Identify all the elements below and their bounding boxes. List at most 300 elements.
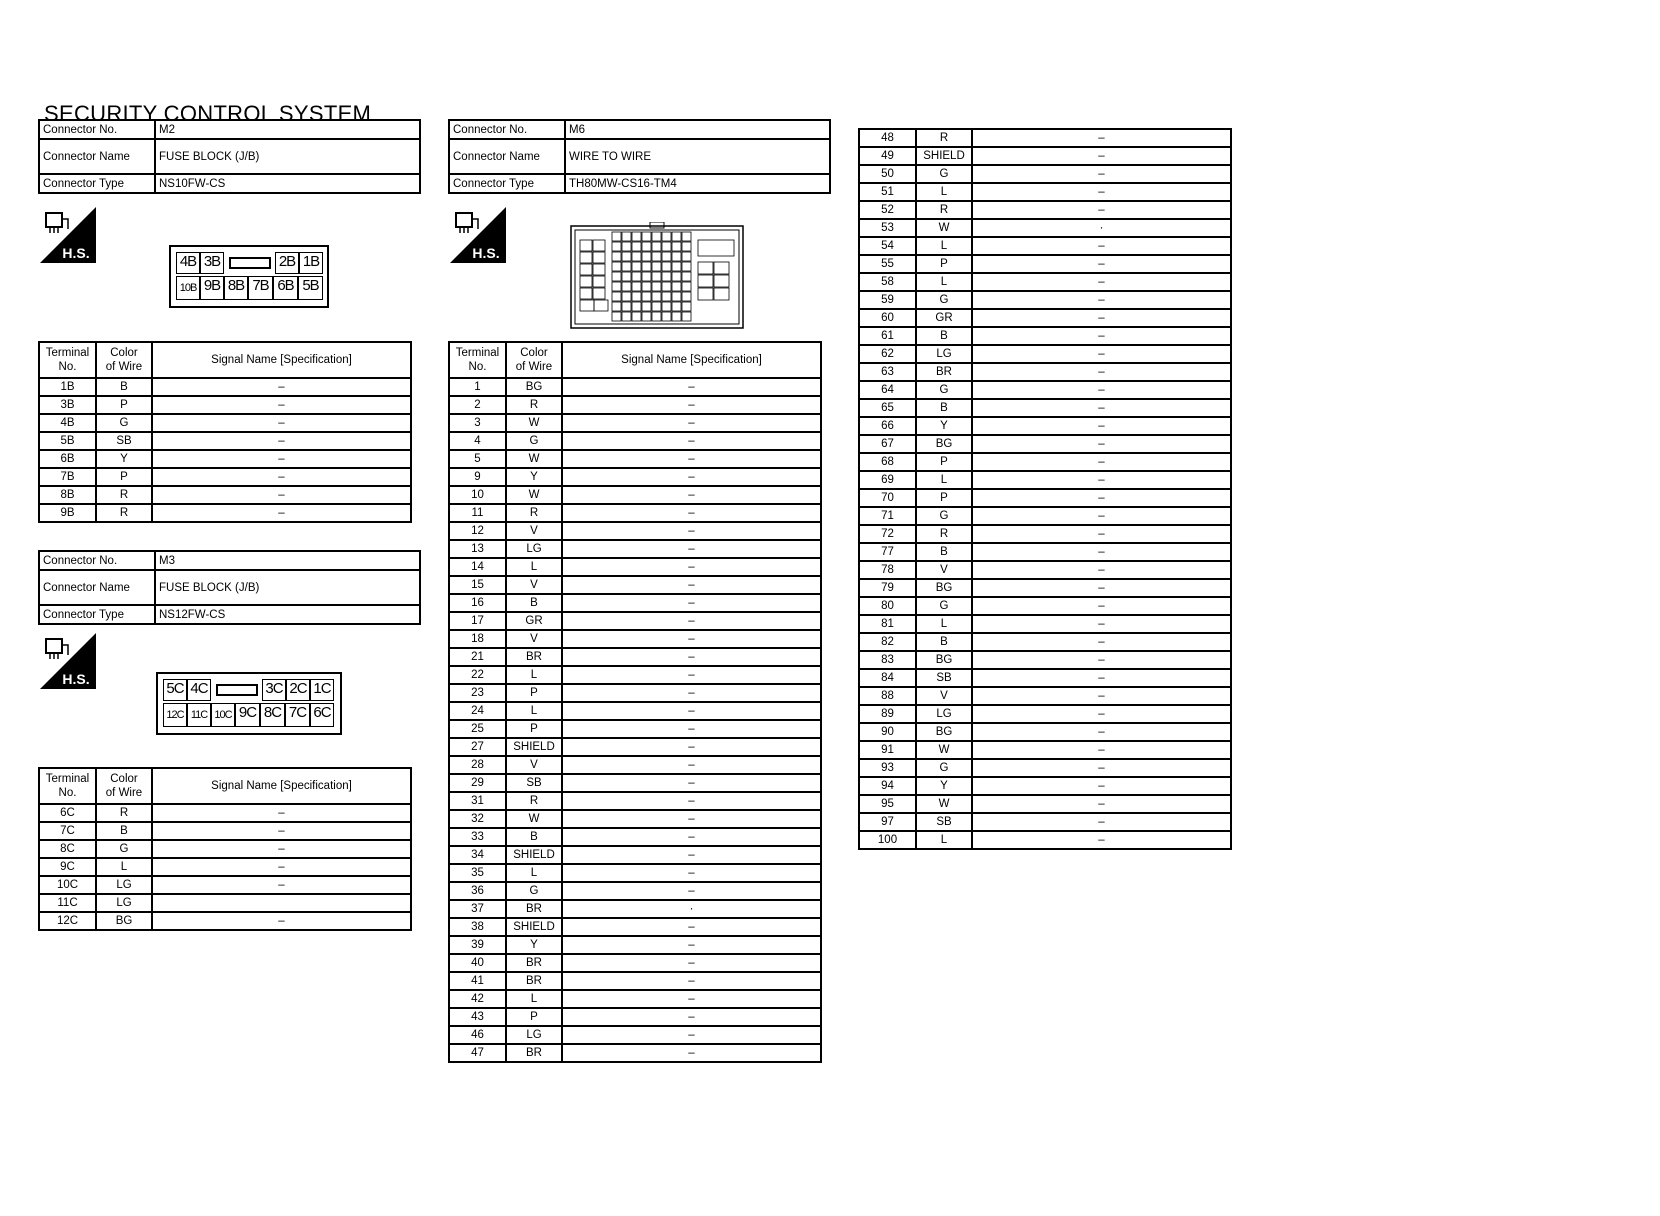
signal-name-cell: – <box>562 954 821 972</box>
signal-name-cell: – <box>562 720 821 738</box>
pin-cell <box>682 242 691 251</box>
table-row <box>859 777 1231 795</box>
wire-color-cell: BG <box>916 435 972 453</box>
signal-name-cell: – <box>562 648 821 666</box>
pin-cell <box>652 292 661 301</box>
pin-cell <box>672 282 681 291</box>
connector-type-label: Connector Type <box>39 605 155 624</box>
pin: 1C <box>310 679 334 701</box>
terminal-no-cell: 12 <box>449 522 506 540</box>
table-row <box>449 1008 821 1026</box>
wire-color-cell: LG <box>506 540 562 558</box>
signal-name-cell: – <box>972 669 1231 687</box>
table-row <box>449 648 821 666</box>
connector-no-label: Connector No. <box>449 120 565 139</box>
signal-name-cell: – <box>562 846 821 864</box>
table-row <box>39 822 411 840</box>
table-row <box>449 414 821 432</box>
pin: 4C <box>187 679 211 701</box>
table-row <box>859 525 1231 543</box>
signal-name-cell: – <box>972 813 1231 831</box>
terminal-no-cell: 81 <box>859 615 916 633</box>
pin-cell <box>622 262 631 271</box>
pin: 9C <box>235 703 260 727</box>
wire-color-cell: R <box>506 396 562 414</box>
terminal-no-cell: 39 <box>449 936 506 954</box>
terminal-no-cell: 82 <box>859 633 916 651</box>
pin-cell <box>622 232 631 241</box>
signal-name-cell: – <box>972 831 1231 849</box>
table-row <box>859 273 1231 291</box>
terminal-no-cell: 7C <box>39 822 96 840</box>
pin-cell <box>662 282 671 291</box>
pin-cell <box>652 282 661 291</box>
key-slot <box>229 257 271 269</box>
table-row <box>859 633 1231 651</box>
terminal-no-cell: 27 <box>449 738 506 756</box>
wire-color-cell: BG <box>96 912 152 930</box>
pin-cell <box>593 252 605 263</box>
signal-name-cell: – <box>972 579 1231 597</box>
table-row <box>859 255 1231 273</box>
terminal-no-cell: 66 <box>859 417 916 435</box>
signal-name-cell: – <box>972 399 1231 417</box>
table-row <box>449 900 821 918</box>
terminal-no-cell: 5B <box>39 432 96 450</box>
table-row <box>39 840 411 858</box>
signal-name-cell: – <box>152 876 411 894</box>
pin-cell <box>682 302 691 311</box>
pin: 5C <box>163 679 187 701</box>
pin-cell <box>682 282 691 291</box>
terminal-no-cell: 51 <box>859 183 916 201</box>
connector-name-value: WIRE TO WIRE <box>565 139 830 174</box>
table-row <box>449 810 821 828</box>
table-row <box>859 831 1231 849</box>
wire-color-cell: B <box>916 543 972 561</box>
table-row <box>859 381 1231 399</box>
signal-name-cell: – <box>972 381 1231 399</box>
wire-color-cell: P <box>506 720 562 738</box>
table-row <box>449 468 821 486</box>
pin-cell <box>593 288 605 299</box>
table-row <box>39 414 411 432</box>
table-row <box>859 147 1231 165</box>
pin-cell <box>622 272 631 281</box>
signal-name-cell: – <box>562 450 821 468</box>
pin-cell <box>672 262 681 271</box>
connector-name-label: Connector Name <box>449 139 565 174</box>
pin-cell <box>642 302 651 311</box>
terminal-no-cell: 11C <box>39 894 96 912</box>
wire-color-cell: SHIELD <box>506 738 562 756</box>
table-row <box>859 309 1231 327</box>
terminal-no-cell: 68 <box>859 453 916 471</box>
wire-color-cell: W <box>506 810 562 828</box>
pin-cell <box>612 292 621 301</box>
connector-no-value: M3 <box>155 551 420 570</box>
terminal-no-cell: 77 <box>859 543 916 561</box>
table-row <box>859 669 1231 687</box>
pin-cell <box>593 276 605 287</box>
pin: 6B <box>273 276 298 300</box>
wire-color-cell: L <box>916 237 972 255</box>
table-row <box>859 327 1231 345</box>
pin-cell <box>632 262 641 271</box>
pin-cell <box>672 242 681 251</box>
terminal-no-cell: 60 <box>859 309 916 327</box>
pin-cell <box>632 302 641 311</box>
signal-name-cell: – <box>972 705 1231 723</box>
wire-color-cell: LG <box>916 705 972 723</box>
wire-color-cell: BR <box>506 954 562 972</box>
pin-cell <box>682 292 691 301</box>
terminal-no-cell: 54 <box>859 237 916 255</box>
wire-color-cell: BG <box>506 378 562 396</box>
terminal-no-cell: 32 <box>449 810 506 828</box>
table-row <box>859 183 1231 201</box>
pin-cell <box>632 292 641 301</box>
pin: 3C <box>262 679 286 701</box>
terminal-no-cell: 14 <box>449 558 506 576</box>
pin-cell <box>622 312 631 321</box>
table-row <box>39 804 411 822</box>
table-row <box>449 720 821 738</box>
wire-color-cell: B <box>96 378 152 396</box>
col-terminal-no: Terminal No. <box>449 342 506 378</box>
pin: 1B <box>299 252 323 274</box>
signal-name-cell: – <box>562 576 821 594</box>
signal-name-cell: – <box>562 414 821 432</box>
terminal-no-cell: 71 <box>859 507 916 525</box>
terminal-no-cell: 47 <box>449 1044 506 1062</box>
signal-name-cell: – <box>152 504 411 522</box>
terminal-no-cell: 9C <box>39 858 96 876</box>
terminal-no-cell: 8C <box>39 840 96 858</box>
terminal-no-cell: 46 <box>449 1026 506 1044</box>
wire-color-cell: SHIELD <box>506 918 562 936</box>
signal-name-cell: – <box>972 795 1231 813</box>
terminal-no-cell: 43 <box>449 1008 506 1026</box>
table-row <box>449 756 821 774</box>
wire-color-cell: R <box>916 525 972 543</box>
signal-name-cell: – <box>972 543 1231 561</box>
connector-m3-header <box>38 550 421 625</box>
pin-cell <box>642 252 651 261</box>
pin-cell <box>682 232 691 241</box>
connector-no-label: Connector No. <box>39 551 155 570</box>
col-color-of-wire: Color of Wire <box>96 768 152 804</box>
wire-color-cell: LG <box>96 876 152 894</box>
signal-name-cell: – <box>972 363 1231 381</box>
wire-color-cell: G <box>96 414 152 432</box>
table-row <box>859 741 1231 759</box>
table-row <box>859 291 1231 309</box>
terminal-no-cell: 3B <box>39 396 96 414</box>
pin-cell <box>652 262 661 271</box>
pin-cell <box>662 302 671 311</box>
terminal-no-cell: 2 <box>449 396 506 414</box>
terminal-no-cell: 7B <box>39 468 96 486</box>
pin-cell <box>698 275 713 287</box>
table-row <box>449 972 821 990</box>
col-color-of-wire: Color of Wire <box>96 342 152 378</box>
signal-name-cell: – <box>562 738 821 756</box>
table-row <box>859 615 1231 633</box>
wire-color-cell: V <box>916 561 972 579</box>
wire-color-cell: Y <box>96 450 152 468</box>
signal-name-cell: – <box>972 777 1231 795</box>
pin-cell <box>698 262 713 274</box>
table-row <box>449 936 821 954</box>
table-row <box>449 954 821 972</box>
signal-name-cell: – <box>972 165 1231 183</box>
pin-cell <box>593 240 605 251</box>
pin-cell <box>642 232 651 241</box>
signal-name-cell: – <box>562 378 821 396</box>
pin-cell <box>652 232 661 241</box>
table-row <box>449 792 821 810</box>
signal-name-cell: – <box>152 396 411 414</box>
signal-name-cell: – <box>972 507 1231 525</box>
terminal-no-cell: 64 <box>859 381 916 399</box>
terminal-no-cell: 49 <box>859 147 916 165</box>
terminal-no-cell: 11 <box>449 504 506 522</box>
terminal-no-cell: 28 <box>449 756 506 774</box>
signal-name-cell: – <box>562 702 821 720</box>
signal-name-cell: – <box>152 468 411 486</box>
terminal-no-cell: 21 <box>449 648 506 666</box>
pin-cell <box>580 240 592 251</box>
terminal-no-cell: 6C <box>39 804 96 822</box>
wire-color-cell: G <box>916 759 972 777</box>
pin: 11C <box>187 703 211 727</box>
pin: 10B <box>176 276 200 300</box>
pin: 6C <box>310 703 334 727</box>
signal-name-cell: – <box>562 522 821 540</box>
table-row <box>449 630 821 648</box>
signal-name-cell: – <box>972 687 1231 705</box>
terminal-no-cell: 63 <box>859 363 916 381</box>
wire-color-cell: V <box>506 630 562 648</box>
signal-name-cell: – <box>152 378 411 396</box>
wire-color-cell: R <box>96 486 152 504</box>
connector-m6-header <box>448 119 831 194</box>
terminal-no-cell: 33 <box>449 828 506 846</box>
pin-cell <box>662 262 671 271</box>
table-row <box>39 894 411 912</box>
wire-color-cell: G <box>916 381 972 399</box>
table-row <box>859 813 1231 831</box>
signal-name-cell: – <box>972 597 1231 615</box>
table-row <box>449 612 821 630</box>
pin-cell <box>612 282 621 291</box>
connector-m6-face <box>570 222 744 330</box>
pin-cell <box>642 262 651 271</box>
col-signal-name: Signal Name [Specification] <box>152 342 411 378</box>
terminal-no-cell: 5 <box>449 450 506 468</box>
wire-color-cell: GR <box>916 309 972 327</box>
col-signal-name: Signal Name [Specification] <box>152 768 411 804</box>
pin-cell <box>672 292 681 301</box>
pin-cell <box>632 312 641 321</box>
table-row <box>449 774 821 792</box>
wire-color-cell: G <box>916 291 972 309</box>
table-row <box>859 345 1231 363</box>
pin: 8C <box>260 703 285 727</box>
table-row <box>859 759 1231 777</box>
pin-cell <box>632 232 641 241</box>
wire-color-cell: L <box>506 864 562 882</box>
terminal-no-cell: 84 <box>859 669 916 687</box>
terminal-no-cell: 61 <box>859 327 916 345</box>
wire-color-cell: W <box>916 795 972 813</box>
pin-cell <box>580 300 594 311</box>
wire-color-cell: R <box>916 129 972 147</box>
pin: 8B <box>224 276 248 300</box>
terminal-no-cell: 48 <box>859 129 916 147</box>
signal-name-cell: – <box>562 432 821 450</box>
signal-name-cell: – <box>152 486 411 504</box>
pin-cell <box>593 264 605 275</box>
table-row <box>449 540 821 558</box>
table-row <box>859 507 1231 525</box>
table-row <box>449 432 821 450</box>
terminal-no-cell: 42 <box>449 990 506 1008</box>
signal-name-cell: – <box>972 273 1231 291</box>
table-row <box>449 918 821 936</box>
terminal-no-cell: 1 <box>449 378 506 396</box>
table-row <box>449 486 821 504</box>
wire-color-cell: BR <box>506 648 562 666</box>
connector-name-value: FUSE BLOCK (J/B) <box>155 139 420 174</box>
pin-cell <box>580 288 592 299</box>
signal-name-cell: – <box>562 612 821 630</box>
pin-cell <box>612 302 621 311</box>
pin: 7C <box>285 703 310 727</box>
pin-cell <box>682 272 691 281</box>
wire-color-cell: L <box>916 831 972 849</box>
terminal-no-cell: 10C <box>39 876 96 894</box>
table-row <box>449 576 821 594</box>
signal-name-cell: – <box>562 630 821 648</box>
wire-color-cell: G <box>506 882 562 900</box>
table-row <box>449 990 821 1008</box>
wire-color-cell: P <box>916 453 972 471</box>
table-row <box>449 666 821 684</box>
signal-name-cell: – <box>562 918 821 936</box>
table-row <box>449 1044 821 1062</box>
terminal-no-cell: 97 <box>859 813 916 831</box>
terminal-no-cell: 37 <box>449 900 506 918</box>
terminal-no-cell: 6B <box>39 450 96 468</box>
terminal-no-cell: 94 <box>859 777 916 795</box>
terminal-table-m6 <box>448 341 822 1063</box>
signal-name-cell: – <box>972 327 1231 345</box>
table-row <box>449 594 821 612</box>
terminal-no-cell: 8B <box>39 486 96 504</box>
signal-name-cell: – <box>562 468 821 486</box>
terminal-no-cell: 90 <box>859 723 916 741</box>
terminal-no-cell: 23 <box>449 684 506 702</box>
signal-name-cell: – <box>562 396 821 414</box>
signal-name-cell: – <box>562 792 821 810</box>
wire-color-cell: P <box>96 396 152 414</box>
terminal-no-cell: 55 <box>859 255 916 273</box>
terminal-no-cell: 70 <box>859 489 916 507</box>
wire-color-cell: B <box>96 822 152 840</box>
signal-name-cell <box>152 894 411 912</box>
signal-name-cell: – <box>972 345 1231 363</box>
signal-name-cell: · <box>972 219 1231 237</box>
signal-name-cell: – <box>562 864 821 882</box>
wire-color-cell: SHIELD <box>916 147 972 165</box>
table-row <box>449 882 821 900</box>
signal-name-cell: – <box>972 741 1231 759</box>
table-row <box>859 417 1231 435</box>
col-terminal-no: Terminal No. <box>39 342 96 378</box>
signal-name-cell: – <box>562 882 821 900</box>
wire-color-cell: L <box>506 666 562 684</box>
pin-cell <box>682 252 691 261</box>
pin-cell <box>652 252 661 261</box>
wire-color-cell: R <box>506 792 562 810</box>
wire-color-cell: Y <box>506 468 562 486</box>
connector-type-value: NS12FW-CS <box>155 605 420 624</box>
pin-cell <box>642 312 651 321</box>
wire-color-cell: W <box>506 450 562 468</box>
terminal-no-cell: 36 <box>449 882 506 900</box>
signal-name-cell: – <box>972 255 1231 273</box>
terminal-no-cell: 53 <box>859 219 916 237</box>
wire-color-cell: V <box>506 522 562 540</box>
col-color-of-wire: Color of Wire <box>506 342 562 378</box>
terminal-table-m6-continued <box>858 128 1232 850</box>
wire-color-cell: LG <box>916 345 972 363</box>
hs-badge-text: H.S. <box>62 671 90 687</box>
pin-cell <box>652 272 661 281</box>
signal-name-cell: – <box>152 840 411 858</box>
wire-color-cell: L <box>916 471 972 489</box>
wire-color-cell: R <box>916 201 972 219</box>
wire-color-cell: P <box>506 1008 562 1026</box>
signal-name-cell: – <box>972 561 1231 579</box>
signal-name-cell: – <box>562 486 821 504</box>
table-row <box>39 912 411 930</box>
terminal-no-cell: 22 <box>449 666 506 684</box>
wire-color-cell: BR <box>506 1044 562 1062</box>
terminal-no-cell: 89 <box>859 705 916 723</box>
signal-name-cell: – <box>152 414 411 432</box>
connector-no-label: Connector No. <box>39 120 155 139</box>
terminal-no-cell: 17 <box>449 612 506 630</box>
pin: 5B <box>298 276 323 300</box>
pin-cell <box>672 312 681 321</box>
page-title: SECURITY CONTROL SYSTEM <box>44 101 372 126</box>
table-row <box>859 471 1231 489</box>
signal-name-cell: – <box>562 1026 821 1044</box>
signal-name-cell: – <box>972 651 1231 669</box>
pin-cell <box>662 232 671 241</box>
table-row <box>39 504 411 522</box>
pin-cell <box>698 288 713 300</box>
signal-name-cell: – <box>152 804 411 822</box>
table-row <box>859 435 1231 453</box>
terminal-table-m2 <box>38 341 412 523</box>
table-row <box>39 468 411 486</box>
terminal-no-cell: 31 <box>449 792 506 810</box>
pin-cell <box>652 242 661 251</box>
